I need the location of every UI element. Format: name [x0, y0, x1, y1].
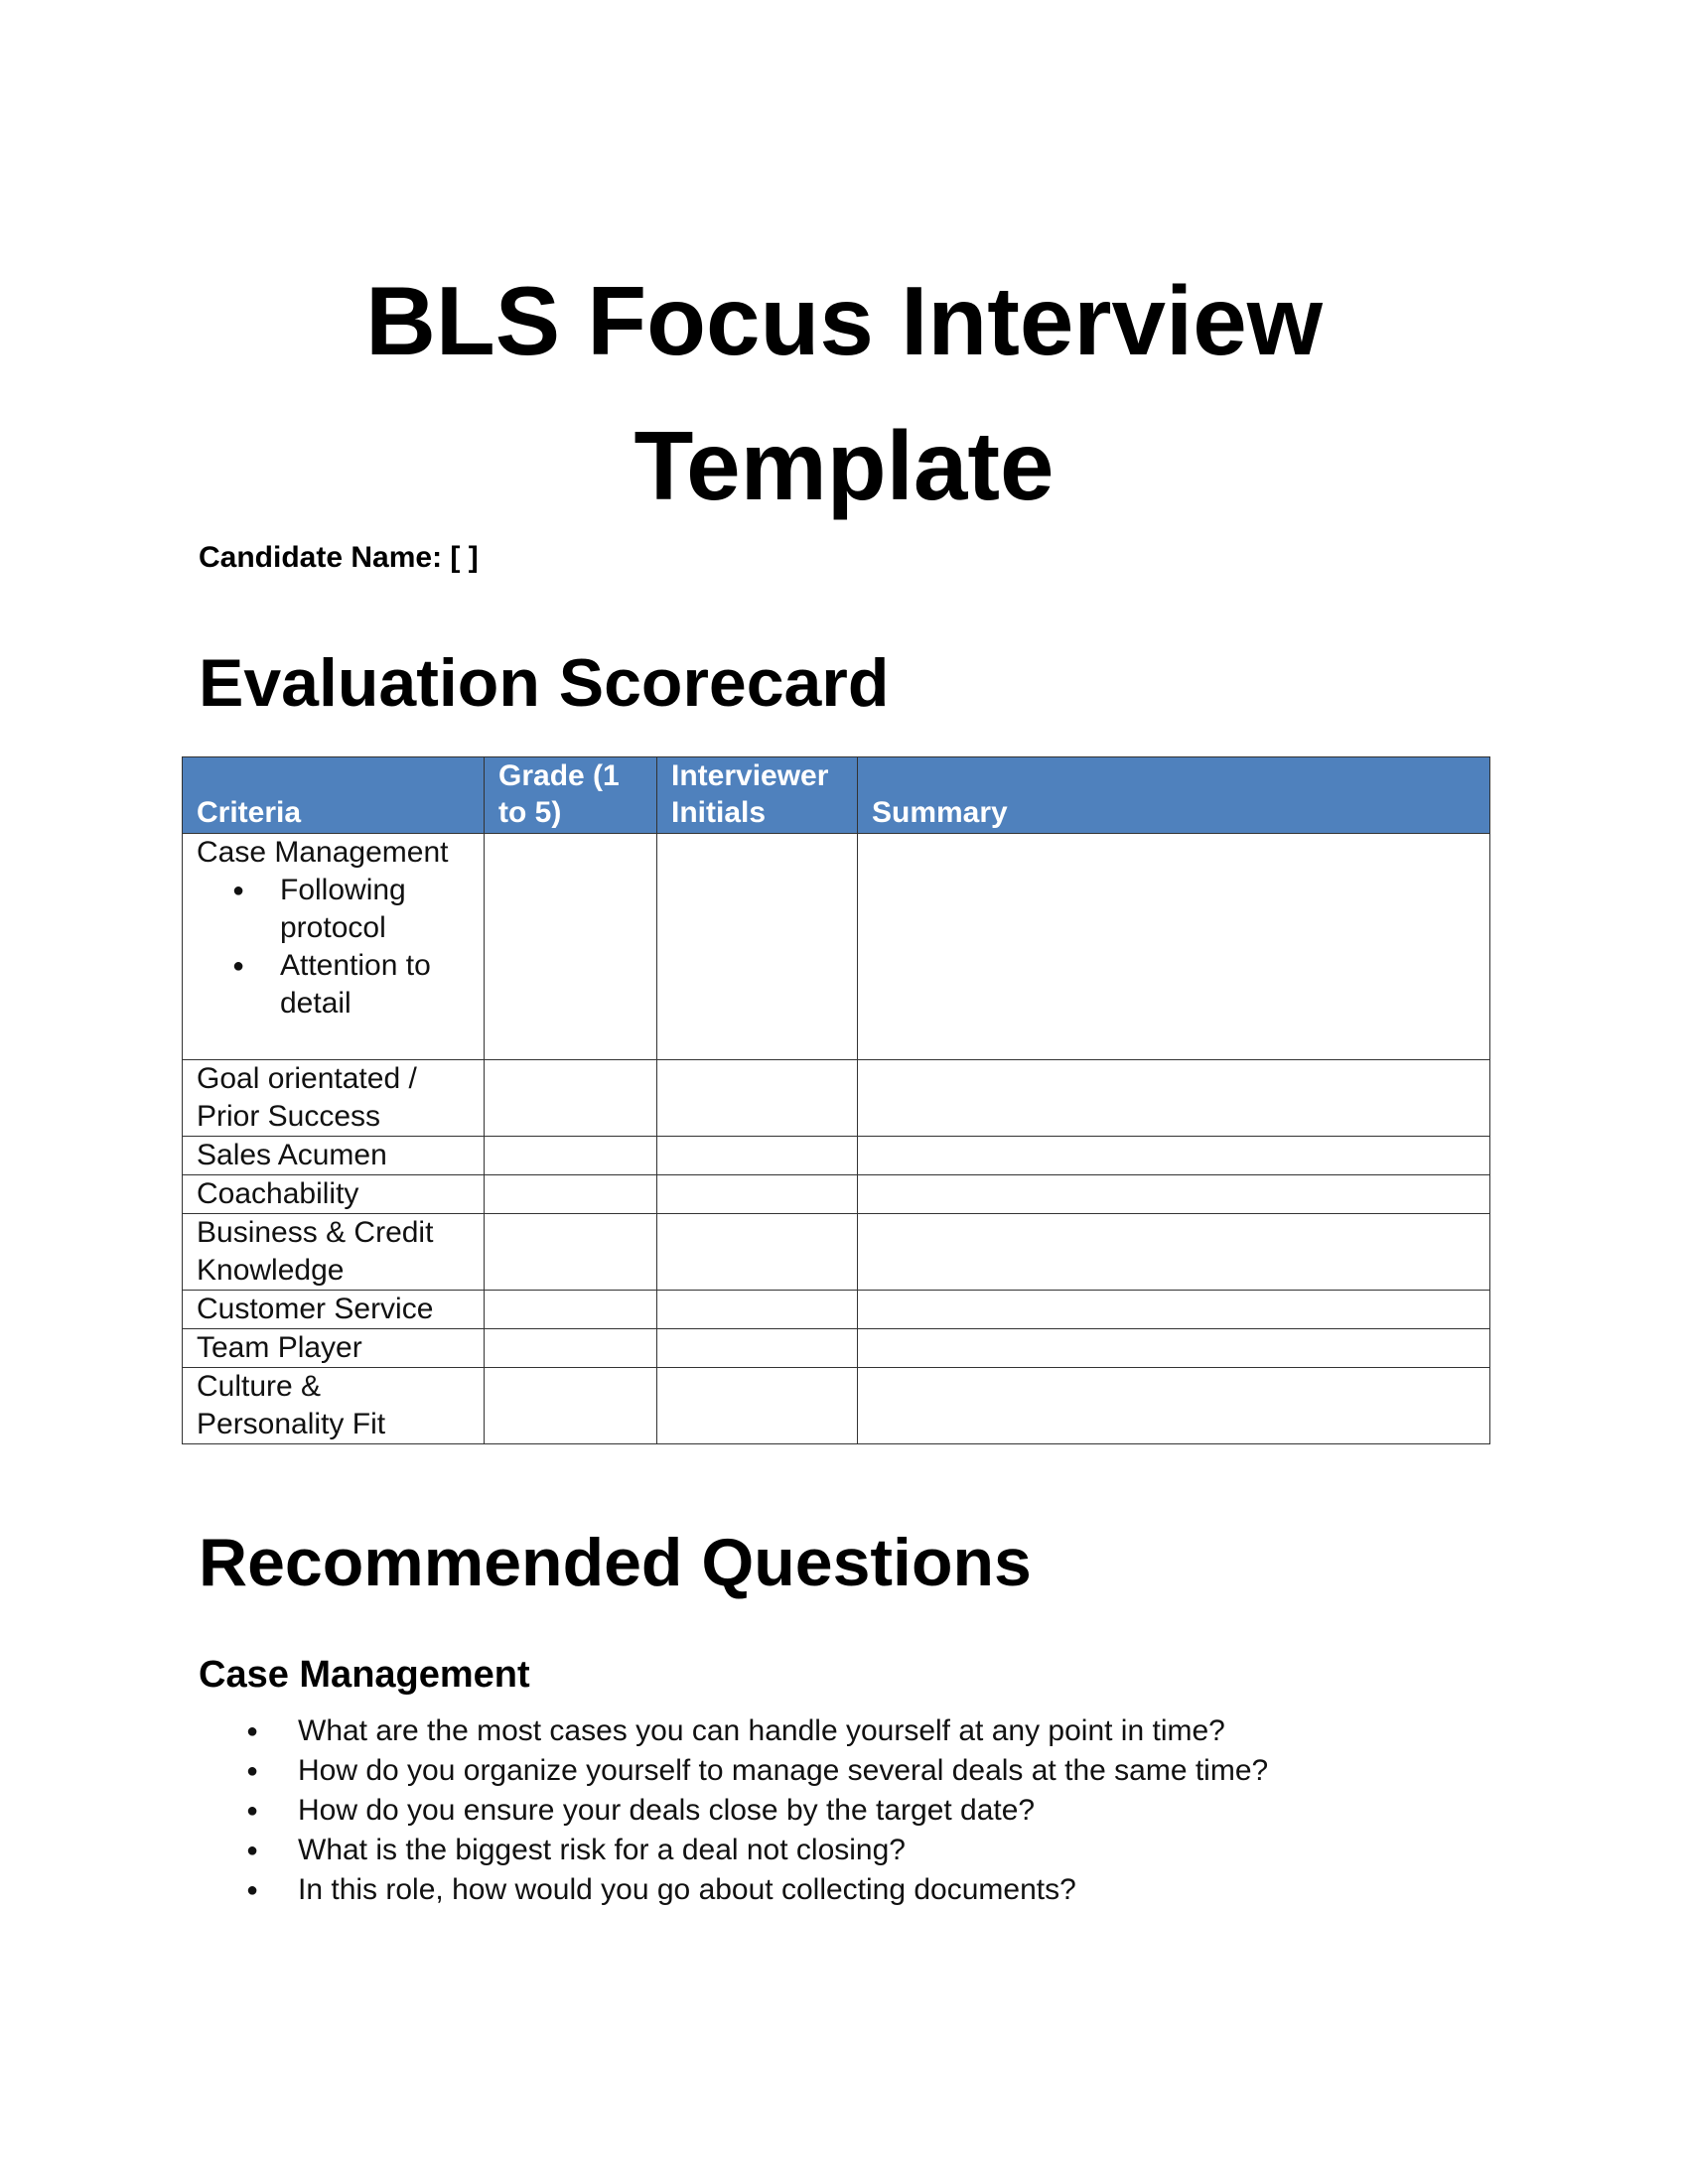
table-row [183, 1060, 1490, 1137]
table-row [183, 1137, 1490, 1175]
summary-cell[interactable] [858, 1060, 1490, 1137]
criteria-cell: Culture & Personality Fit [183, 1368, 485, 1444]
page-title-line-2: Template [633, 411, 1055, 520]
candidate-name-label: Candidate Name: [ ] [199, 541, 479, 574]
grade-cell[interactable] [485, 834, 657, 1060]
criteria-cell: Goal orientated / Prior Success [183, 1060, 485, 1137]
grade-cell[interactable] [485, 1329, 657, 1368]
column-header-interviewer-initials: Interviewer Initials [657, 757, 858, 834]
summary-cell[interactable] [858, 1214, 1490, 1291]
list-item: ● What are the most cases you can handle yourself at any point in time? [298, 1711, 1268, 1751]
grade-cell[interactable] [485, 1291, 657, 1329]
grade-cell[interactable] [485, 1214, 657, 1291]
table-row [183, 834, 1490, 1060]
table-row [183, 1175, 1490, 1214]
grade-cell[interactable] [485, 1060, 657, 1137]
column-header-summary: Summary [858, 757, 1490, 834]
evaluation-scorecard-heading: Evaluation Scorecard [199, 645, 890, 721]
grade-cell[interactable] [485, 1137, 657, 1175]
question-list [199, 1711, 1268, 1910]
initials-cell[interactable] [657, 1175, 858, 1214]
criteria-cell: Customer Service [183, 1291, 485, 1329]
table-row [183, 1329, 1490, 1368]
page-title [298, 248, 1390, 538]
criteria-bullet: ● Attention to detail [280, 947, 470, 1023]
grade-cell[interactable] [485, 1368, 657, 1444]
initials-cell[interactable] [657, 1137, 858, 1175]
criteria-cell: Sales Acumen [183, 1137, 485, 1175]
list-item: ● How do you ensure your deals close by the target date? [298, 1791, 1268, 1831]
initials-cell[interactable] [657, 1291, 858, 1329]
recommended-questions-heading: Recommended Questions [199, 1525, 1032, 1600]
initials-cell[interactable] [657, 1329, 858, 1368]
criteria-cell [183, 834, 485, 1060]
summary-cell[interactable] [858, 1137, 1490, 1175]
evaluation-scorecard-table [182, 756, 1490, 1444]
summary-cell[interactable] [858, 1329, 1490, 1368]
section-heading-case-management: Case Management [199, 1654, 530, 1696]
criteria-cell: Business & Credit Knowledge [183, 1214, 485, 1291]
criteria-bullet: ● Following protocol [280, 872, 470, 947]
list-item: ● How do you organize yourself to manage several deals at the same time? [298, 1751, 1268, 1791]
table-row [183, 1214, 1490, 1291]
initials-cell[interactable] [657, 834, 858, 1060]
criteria-cell: Team Player [183, 1329, 485, 1368]
column-header-criteria: Criteria [183, 757, 485, 834]
initials-cell[interactable] [657, 1368, 858, 1444]
table-header-row [183, 757, 1490, 834]
initials-cell[interactable] [657, 1060, 858, 1137]
criteria-bullet-list [197, 872, 470, 1023]
summary-cell[interactable] [858, 1368, 1490, 1444]
summary-cell[interactable] [858, 834, 1490, 1060]
list-item: ● In this role, how would you go about collecting documents? [298, 1870, 1268, 1910]
table-row [183, 1291, 1490, 1329]
grade-cell[interactable] [485, 1175, 657, 1214]
table-row [183, 1368, 1490, 1444]
list-item: ● What is the biggest risk for a deal not closing? [298, 1831, 1268, 1870]
summary-cell[interactable] [858, 1175, 1490, 1214]
column-header-grade: Grade (1 to 5) [485, 757, 657, 834]
initials-cell[interactable] [657, 1214, 858, 1291]
criteria-cell: Coachability [183, 1175, 485, 1214]
criteria-label: Case Management [197, 836, 449, 869]
page-title-line-1: BLS Focus Interview [365, 266, 1323, 375]
summary-cell[interactable] [858, 1291, 1490, 1329]
